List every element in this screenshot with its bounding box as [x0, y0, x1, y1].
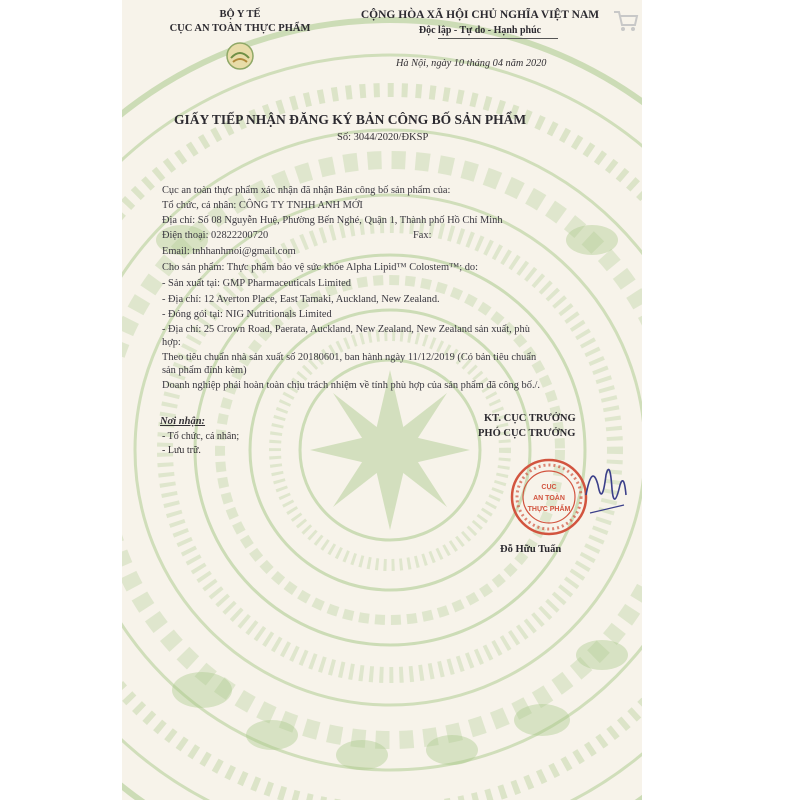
handwritten-signature	[580, 455, 630, 525]
right-margin	[642, 0, 800, 800]
signature-title-2: PHÓ CỤC TRƯỞNG	[478, 428, 576, 439]
official-stamp	[508, 456, 590, 538]
body-address: Địa chỉ: Số 08 Nguyễn Huệ, Phường Bến Nghé, Quận 1, Thành phố Hồ Chí Minh	[162, 215, 503, 226]
body-producer: - Sản xuất tại: GMP Pharmaceuticals Limited	[162, 278, 351, 289]
national-motto: Độc lập - Tự do - Hạnh phúc	[418, 25, 542, 36]
agency-name: CỤC AN TOÀN THỰC PHẨM	[169, 23, 311, 34]
body-product: Cho sản phẩm: Thực phẩm bảo vệ sức khỏe Alpha Lipid™ Colostem™; do:	[162, 262, 478, 273]
motto-underline	[438, 38, 558, 39]
signature-title-1: KT. CỤC TRƯỞNG	[484, 413, 576, 424]
country-name: CỘNG HÒA XÃ HỘI CHỦ NGHĨA VIỆT NAM	[360, 9, 600, 21]
body-packer: - Đóng gói tại: NIG Nutritionals Limited	[162, 309, 332, 320]
body-responsibility: Doanh nghiệp phải hoàn toàn chịu trách nhiệm về tính phù hợp của sản phẩm đã công bố./.	[162, 380, 541, 391]
recipient-item: - Lưu trữ.	[162, 445, 201, 456]
stamp-text-1: CỤC	[541, 484, 557, 491]
body-packer-address: - Địa chỉ: 25 Crown Road, Paerata, Auckland, New Zealand, New Zealand sản xuất, phù	[162, 324, 530, 335]
stamp-text-3: THỰC PHẨM	[527, 506, 571, 513]
recipients-heading: Nơi nhận:	[160, 416, 206, 427]
ministry-name: BỘ Y TẾ	[219, 9, 261, 20]
body-fax: Fax:	[413, 230, 432, 241]
body-producer-address: - Địa chỉ: 12 Averton Place, East Tamaki, Auckland, New Zealand.	[162, 294, 440, 305]
recipient-item: - Tổ chức, cá nhân;	[162, 431, 240, 442]
ministry-logo-icon	[225, 40, 255, 72]
document-title: GIẤY TIẾP NHẬN ĐĂNG KÝ BẢN CÔNG BỐ SẢN PHẨM	[174, 112, 527, 127]
body-standard: Theo tiêu chuẩn nhà sản xuất số 20180601, ban hành ngày 11/12/2019 (Có bản tiêu chuẩn	[162, 352, 537, 363]
body-email: Email: tnhhanhmoi@gmail.com	[162, 246, 296, 257]
signer-name: Đỗ Hữu Tuấn	[500, 544, 562, 555]
body-phone: Điện thoại: 02822200720	[162, 230, 269, 241]
body-standard-cont: sản phẩm đính kèm)	[162, 365, 247, 376]
stamp-text-2: AN TOÀN	[533, 495, 565, 502]
body-organization: Tổ chức, cá nhân: CÔNG TY TNHH ANH MỚI	[162, 200, 363, 211]
body-intro: Cục an toàn thực phẩm xác nhận đã nhận Bản công bố sản phẩm của:	[162, 185, 451, 196]
body-packer-address-cont: hợp:	[162, 337, 181, 348]
place-date: Hà Nội, ngày 10 tháng 04 năm 2020	[396, 58, 547, 69]
document-number: Số: 3044/2020/ĐKSP	[337, 132, 429, 143]
